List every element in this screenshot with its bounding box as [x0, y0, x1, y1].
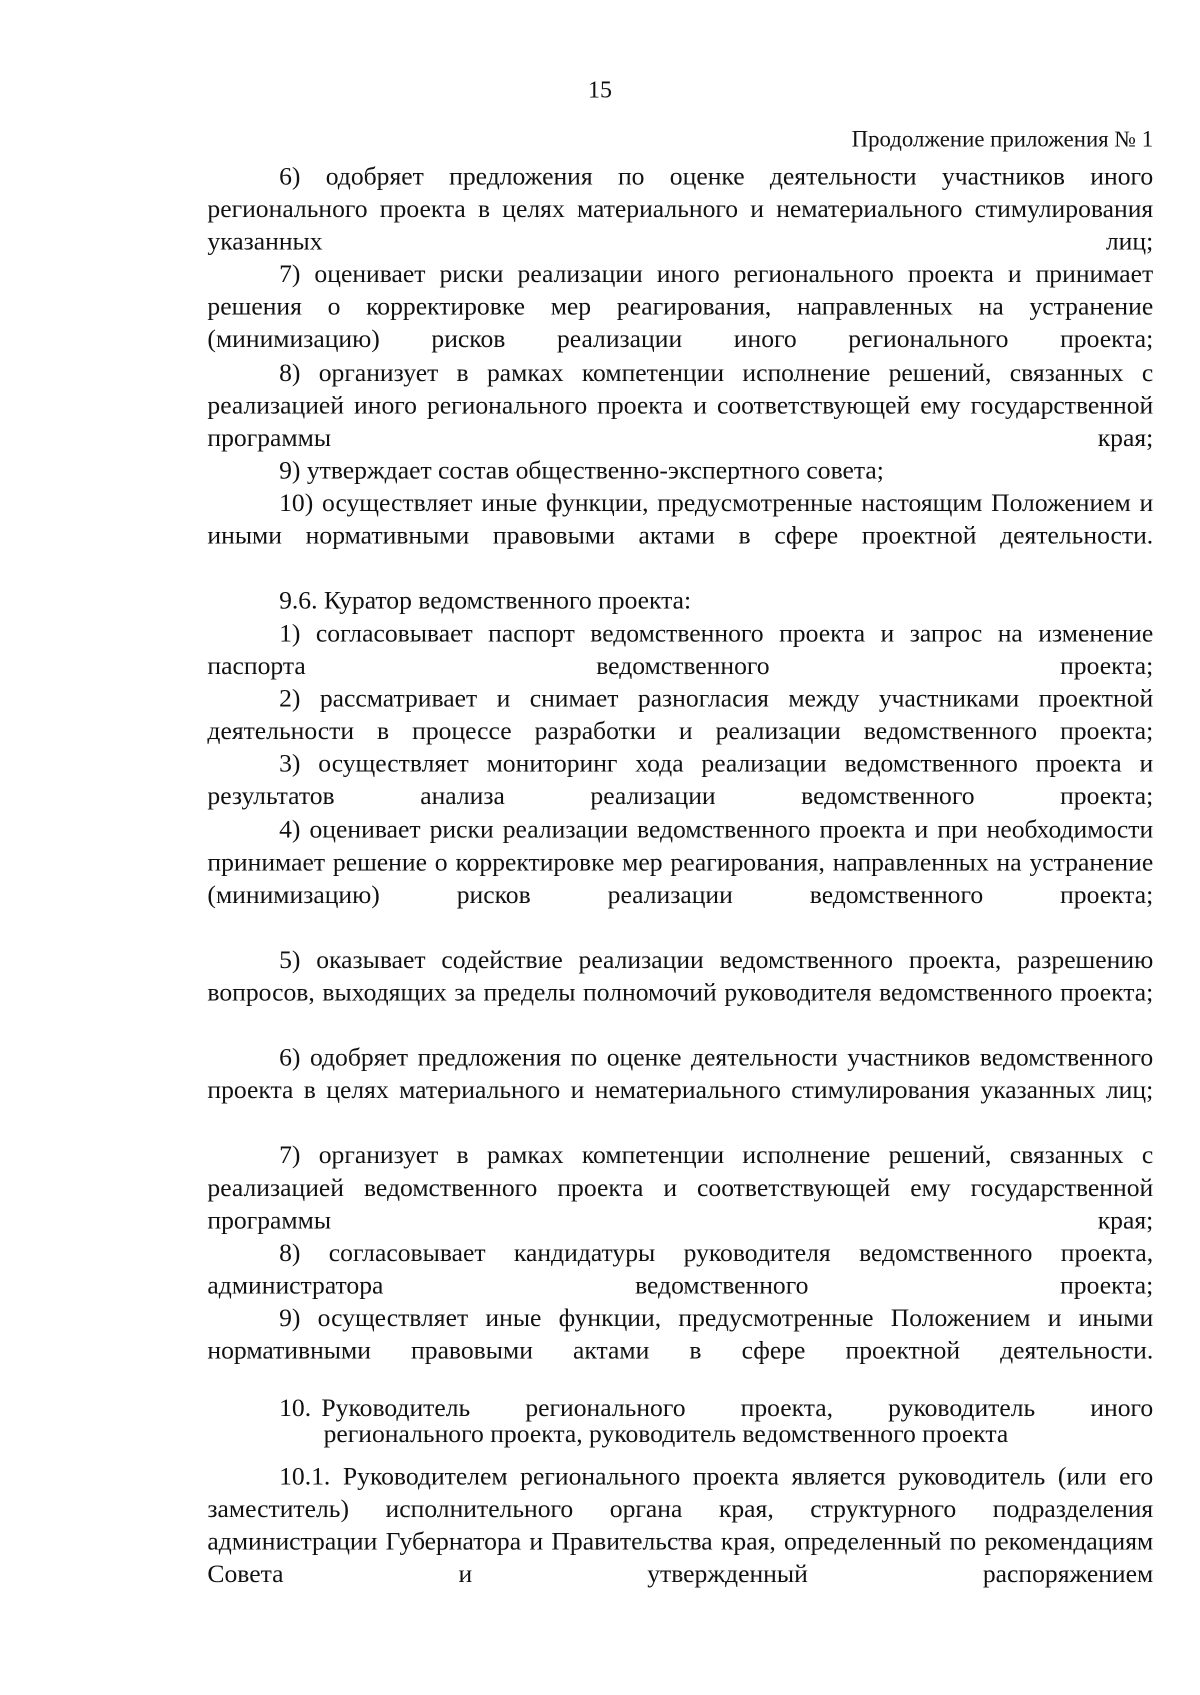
curator-item-7: 7) организует в рамках компетенции исполнение решений, связанных с реализацией ведомственного проекта и соответствующей ему государственной программы края; — [207, 1141, 1154, 1236]
curator-item-1: 1) согласовывает паспорт ведомственного проекта и запрос на изменение паспорта ведомственного проекта; — [207, 619, 1154, 681]
paragraph-7-region: 7) оценивает риски реализации иного регионального проекта и принимает решения о корректировке мер реагирования, направленных на устранение (минимизацию) рисков реализации иного регионального проекта; — [207, 260, 1154, 354]
paragraph-6-region: 6) одобряет предложения по оценке деятельности участников иного регионального проекта в целях материального и нематериального стимулирования указанных лиц; — [207, 162, 1154, 257]
curator-item-2: 2) рассматривает и снимает разногласия между участниками проектной деятельности в процессе разработки и реализации ведомственного проекта; — [207, 684, 1154, 746]
continuation-note: Продолжение приложения № 1 — [851, 125, 1154, 152]
section-heading-text-1: Руководитель регионального проекта, руководитель иного — [321, 1394, 1154, 1423]
paragraph-10-region: 10) осуществляет иные функции, предусмотренные настоящим Положением и иными нормативными правовыми актами в сфере проектной деятельности. — [207, 489, 1154, 551]
section-number: 10. — [279, 1394, 312, 1423]
page-number: 15 — [588, 75, 612, 104]
curator-item-8: 8) согласовывает кандидатуры руководителя ведомственного проекта, администратора ведомственного проекта; — [207, 1239, 1154, 1301]
clause-9-6-title: 9.6. Куратор ведомственного проекта: — [279, 587, 692, 616]
section-heading-line-1 — [279, 1395, 1153, 1421]
section-heading-line-2: регионального проекта, руководитель ведомственного проекта — [323, 1420, 1009, 1449]
paragraph-9-region: 9) утверждает состав общественно-экспертного совета; — [279, 456, 884, 486]
curator-item-6: 6) одобряет предложения по оценке деятельности участников ведомственного проекта в целях материального и нематериального стимулирования указанных лиц; — [207, 1043, 1154, 1105]
paragraph-8-region: 8) организует в рамках компетенции исполнение решений, связанных с реализацией иного регионального проекта и соответствующей ему государственной программы края; — [207, 359, 1154, 453]
curator-item-5: 5) оказывает содействие реализации ведомственного проекта, разрешению вопросов, выходящих за пределы полномочий руководителя ведомственного проекта; — [207, 946, 1154, 1008]
curator-item-4: 4) оценивает риски реализации ведомственного проекта и при необходимости принимает решение о корректировке мер реагирования, направленных на устранение (минимизацию) рисков реализации ведомственного проекта; — [207, 815, 1154, 910]
clause-10-1: 10.1. Руководителем регионального проекта является руководитель (или его заместитель) исполнительного органа края, структурного подразделения администрации Губернатора и Правительства края, определенный по рекомендациям Совета и утвержденный распоряжением — [207, 1462, 1154, 1589]
curator-item-3: 3) осуществляет мониторинг хода реализации ведомственного проекта и результатов анализа реализации ведомственного проекта; — [207, 749, 1154, 811]
curator-item-9: 9) осуществляет иные функции, предусмотренные Положением и иными нормативными правовыми актами в сфере проектной деятельности. — [207, 1304, 1154, 1366]
